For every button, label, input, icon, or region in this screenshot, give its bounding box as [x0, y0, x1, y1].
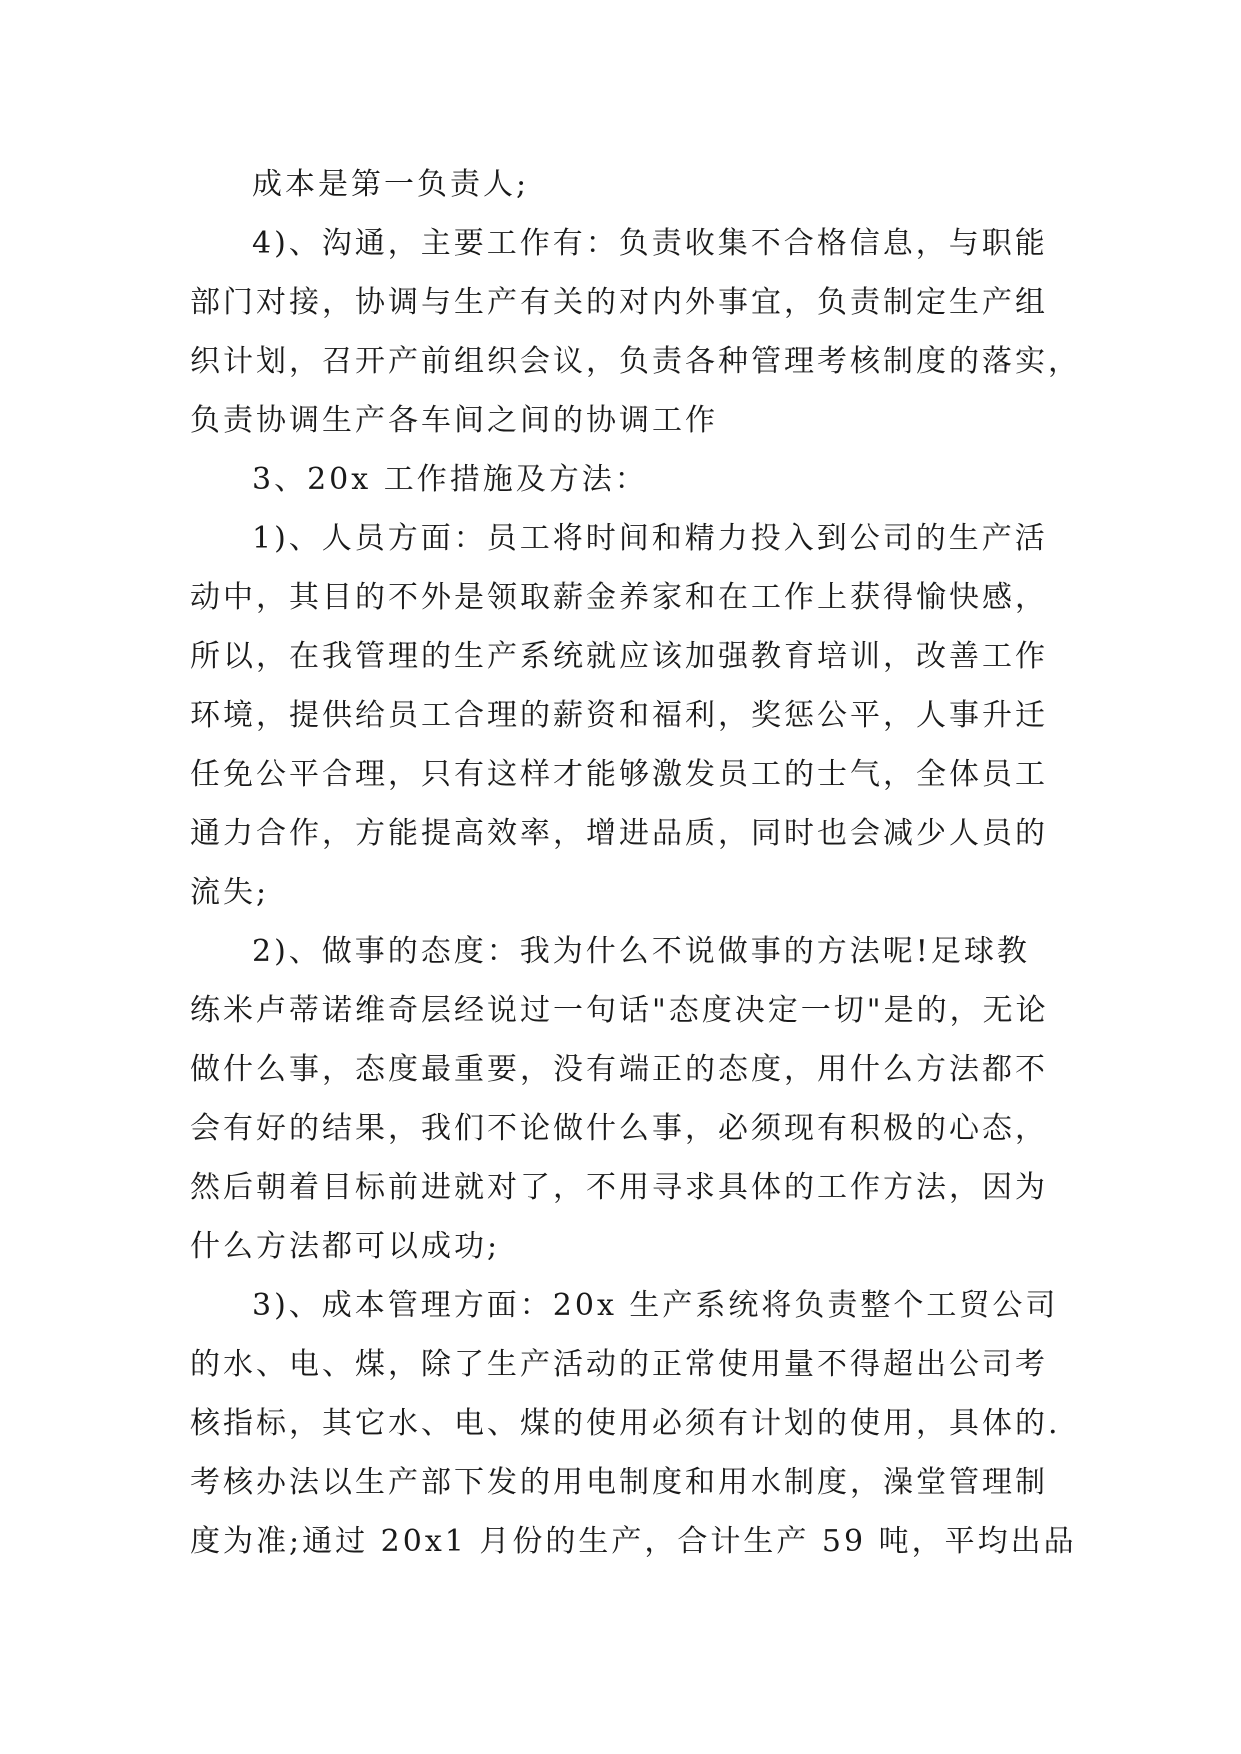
text-line: 会有好的结果，我们不论做什么事，必须现有积极的心态， [190, 1111, 1048, 1146]
text-line: 2)、做事的态度：我为什么不说做事的方法呢!足球教 [252, 934, 1030, 969]
text-line: 的水、电、煤，除了生产活动的正常使用量不得超出公司考 [190, 1347, 1048, 1382]
text-line: 然后朝着目标前进就对了，不用寻求具体的工作方法，因为 [190, 1170, 1048, 1205]
text-line: 所以，在我管理的生产系统就应该加强教育培训，改善工作 [190, 639, 1048, 674]
text-line: 动中，其目的不外是领取薪金养家和在工作上获得愉快感， [190, 580, 1048, 615]
text-line: 做什么事，态度最重要，没有端正的态度，用什么方法都不 [190, 1052, 1048, 1087]
text-line: 3)、成本管理方面：20x 生产系统将负责整个工贸公司 [252, 1288, 1059, 1323]
text-line: 练米卢蒂诺维奇层经说过一句话"态度决定一切"是的，无论 [190, 993, 1049, 1028]
section-heading: 3、20x 工作措施及方法： [252, 462, 648, 497]
text-line: 核指标，其它水、电、煤的使用必须有计划的使用，具体的. [190, 1406, 1061, 1441]
text-line: 负责协调生产各车间之间的协调工作 [190, 403, 718, 438]
text-line: 织计划，召开产前组织会议，负责各种管理考核制度的落实， [190, 344, 1081, 379]
text-line: 度为准;通过 20x1 月份的生产，合计生产 59 吨，平均出品 [190, 1524, 1077, 1559]
text-line: 环境，提供给员工合理的薪资和福利，奖惩公平，人事升迁 [190, 698, 1048, 733]
text-line: 任免公平合理，只有这样才能够激发员工的士气，全体员工 [190, 757, 1048, 792]
text-line: 什么方法都可以成功; [190, 1229, 501, 1264]
text-line: 成本是第一负责人; [252, 167, 530, 202]
text-line: 4)、沟通，主要工作有：负责收集不合格信息，与职能 [252, 226, 1048, 261]
text-line: 部门对接，协调与生产有关的对内外事宜，负责制定生产组 [190, 285, 1048, 320]
document-body [190, 155, 1081, 1571]
text-line: 1)、人员方面：员工将时间和精力投入到公司的生产活 [252, 521, 1048, 556]
text-line: 流失; [190, 875, 270, 910]
text-line: 通力合作，方能提高效率，增进品质，同时也会减少人员的 [190, 816, 1048, 851]
text-line: 考核办法以生产部下发的用电制度和用水制度，澡堂管理制 [190, 1465, 1048, 1500]
